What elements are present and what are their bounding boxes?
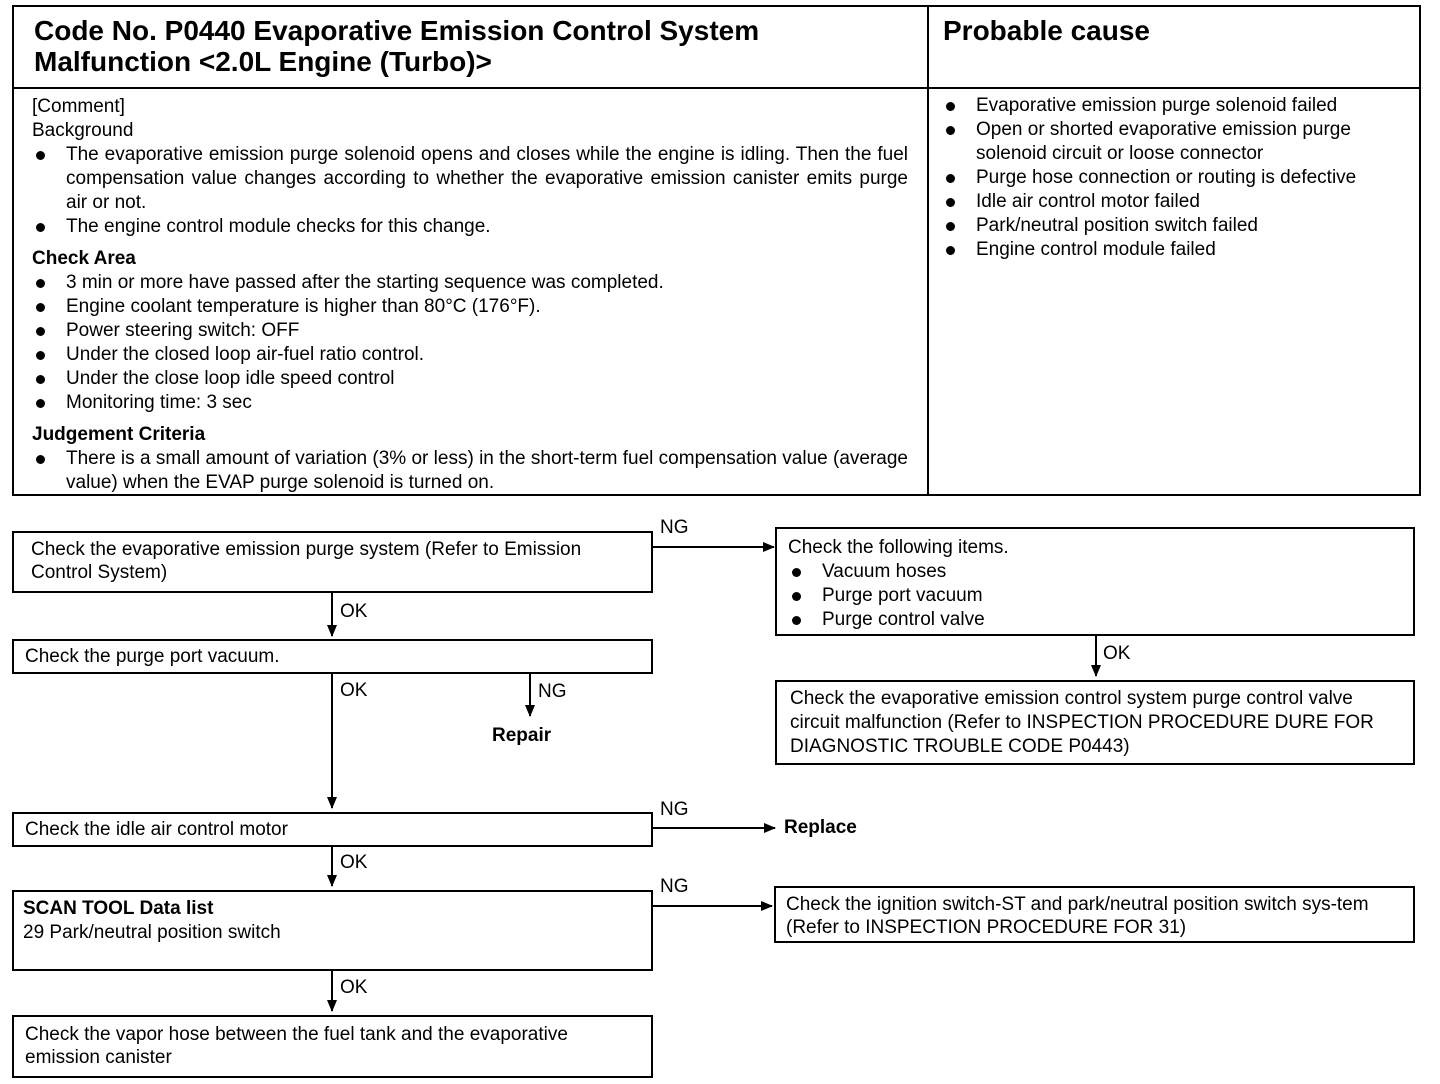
step2-text: Check the purge port vacuum.: [25, 646, 280, 667]
step4-text: 29 Park/neutral position switch: [23, 922, 281, 943]
background-label: Background: [32, 120, 134, 141]
step4-box: [12, 890, 653, 971]
step2-box: [12, 639, 653, 674]
probable-cause-title: Probable cause: [943, 15, 1150, 46]
ng4-box: [774, 886, 1415, 943]
ng1-title: Check the following items.: [788, 537, 1009, 558]
list-item: Vacuum hoses: [788, 560, 1413, 584]
ng-label: NG: [660, 876, 689, 897]
ng4-text: Check the ignition switch-ST and park/neutral position switch sys-tem (Refer to INSPECTION PROCEDURE FOR 31): [786, 894, 1369, 938]
list-item: Engine control module failed: [942, 238, 1404, 262]
list-item: Purge hose connection or routing is defective: [942, 166, 1404, 190]
list-item: Purge port vacuum: [788, 584, 1413, 608]
step1-box: [12, 531, 653, 593]
list-item: Under the close loop idle speed control: [32, 367, 908, 391]
list-item: 3 min or more have passed after the starting sequence was completed.: [32, 271, 908, 295]
step1-text: Check the evaporative emission purge system (Refer to Emission Control System): [31, 539, 582, 583]
step3-text: Check the idle air control motor: [25, 819, 288, 840]
ok-label: OK: [1103, 643, 1131, 664]
list-item: Purge control valve: [788, 608, 1413, 632]
judgement-label: Judgement Criteria: [32, 424, 206, 445]
ng-label: NG: [660, 799, 689, 820]
list-item: There is a small amount of variation (3% or less) in the short-term fuel compensation value (average value) when the EVAP purge solenoid is turned on.: [32, 447, 908, 495]
ok-label: OK: [340, 601, 368, 622]
list-item: Monitoring time: 3 sec: [32, 391, 908, 415]
list-item: Evaporative emission purge solenoid failed: [942, 94, 1404, 118]
list-item: Under the closed loop air-fuel ratio control.: [32, 343, 908, 367]
step3-box: [12, 812, 653, 847]
step5-text: Check the vapor hose between the fuel tank and the evaporative emission canister: [25, 1024, 568, 1068]
ng-label: NG: [538, 681, 567, 702]
title-line-1: Code No. P0440 Evaporative Emission Control System: [34, 15, 760, 46]
list-item: Power steering switch: OFF: [32, 319, 908, 343]
ng-label: NG: [660, 517, 689, 538]
list-item: Open or shorted evaporative emission purge solenoid circuit or loose connector: [942, 118, 1404, 166]
check-area-label: Check Area: [32, 248, 136, 269]
comment-label: [Comment]: [32, 96, 125, 117]
ng1-ok-text: Check the evaporative emission control system purge control valve circuit malfunction (Refer to INSPECTION PROCEDURE DURE FOR DIAGNOSTIC TROUBLE CODE P0443): [790, 688, 1374, 757]
replace-label: Replace: [784, 817, 857, 838]
title-line-2: Malfunction <2.0L Engine (Turbo)>: [34, 46, 492, 77]
repair-label: Repair: [492, 725, 552, 746]
ok-label: OK: [340, 977, 368, 998]
ok-label: OK: [340, 852, 368, 873]
list-item: Park/neutral position switch failed: [942, 214, 1404, 238]
ng1-list: [788, 560, 1413, 632]
list-item: Idle air control motor failed: [942, 190, 1404, 214]
ng1-box: [775, 527, 1415, 636]
step5-box: [12, 1015, 653, 1078]
step4-title: SCAN TOOL Data list: [23, 898, 214, 919]
ng1-ok-box: [775, 680, 1415, 765]
list-item: The evaporative emission purge solenoid opens and closes while the engine is idling. Then the fuel compensation value changes according to whether the evaporative emission canister emits purge air or not.: [32, 143, 908, 215]
ok-label: OK: [340, 680, 368, 701]
list-item: Engine coolant temperature is higher than 80°C (176°F).: [32, 295, 908, 319]
list-item: The engine control module checks for this change.: [32, 215, 908, 239]
